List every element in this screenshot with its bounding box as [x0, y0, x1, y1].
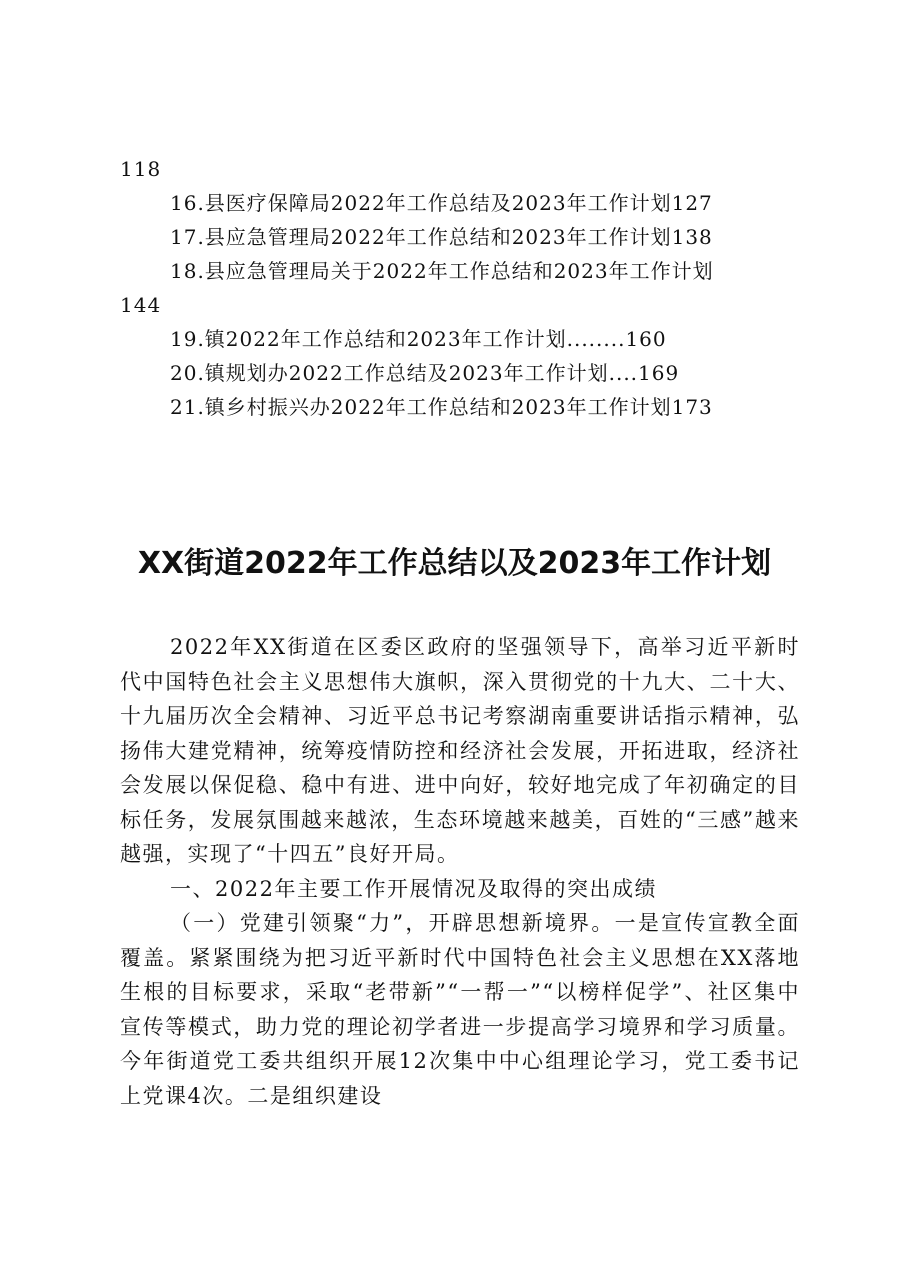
section-heading: 一、2022年主要工作开展情况及取得的突出成绩	[170, 876, 657, 901]
toc-entry-18[interactable]: 18.县应急管理局关于2022年工作总结和2023年工作计划	[170, 259, 714, 283]
toc-entry-16[interactable]: 16.县医疗保障局2022年工作总结及2023年工作计划127	[170, 191, 713, 215]
toc-entry-19[interactable]: 19.镇2022年工作总结和2023年工作计划........160	[170, 327, 667, 351]
document-title: XX街道2022年工作总结以及2023年工作计划	[137, 546, 772, 581]
table-of-contents	[120, 152, 800, 424]
document-body	[120, 630, 800, 1113]
section-paragraph: （一）党建引领聚“力”，开辟思想新境界。一是宣传宣教全面覆盖。紧紧围绕为把习近平新时代中国特色社会主义思想在XX落地生根的目标要求，采取“老带新”“一帮一”“以榜样促学”、社区集中宣传等模式，助力党的理论初学者进一步提高学习境界和学习质量。今年街道党工委共组织开展12次集中中心组理论学习，党工委书记上党课4次。二是组织建设	[120, 911, 800, 1108]
toc-line: 144	[120, 293, 162, 317]
toc-entry-21[interactable]: 21.镇乡村振兴办2022年工作总结和2023年工作计划173	[170, 395, 713, 419]
toc-entry-20[interactable]: 20.镇规划办2022工作总结及2023年工作计划....169	[170, 361, 680, 385]
intro-paragraph: 2022年XX街道在区委区政府的坚强领导下，高举习近平新时代中国特色社会主义思想伟大旗帜，深入贯彻党的十九大、二十大、十九届历次全会精神、习近平总书记考察湖南重要讲话指示精神，弘扬伟大建党精神，统筹疫情防控和经济社会发展，开拓进取，经济社会发展以保促稳、稳中有进、进中向好，较好地完成了年初确定的目标任务，发展氛围越来越浓，生态环境越来越美，百姓的“三感”越来越强，实现了“十四五”良好开局。	[120, 635, 800, 866]
toc-line: 118	[120, 157, 162, 181]
toc-entry-17[interactable]: 17.县应急管理局2022年工作总结和2023年工作计划138	[170, 225, 713, 249]
